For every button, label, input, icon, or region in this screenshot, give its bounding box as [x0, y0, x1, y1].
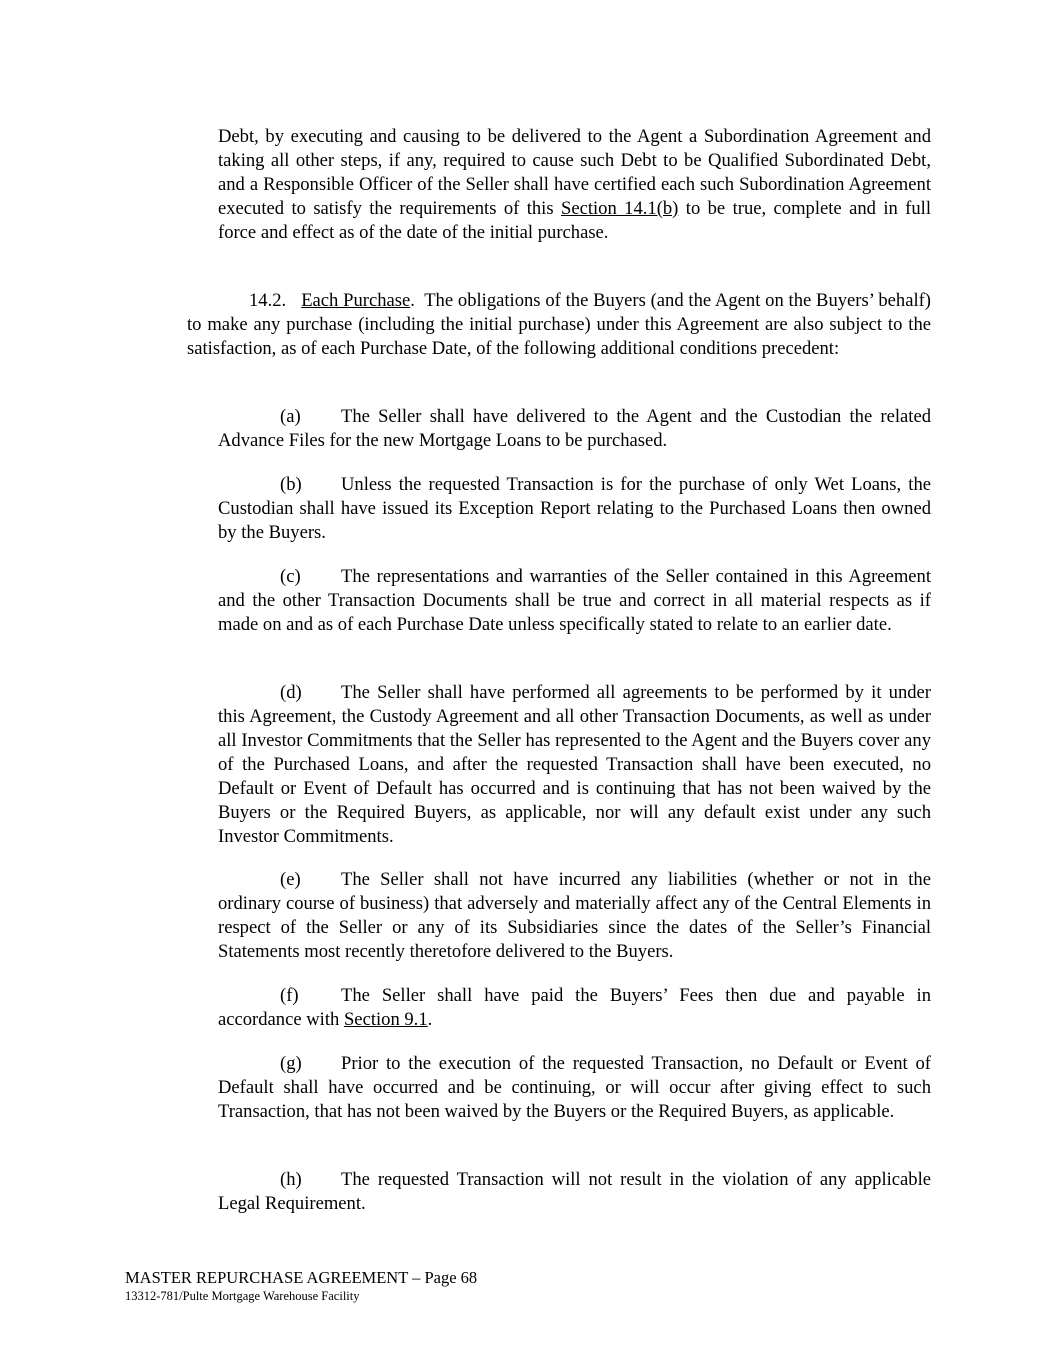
condition-item	[218, 868, 931, 964]
item-label: (g)	[280, 1053, 302, 1074]
condition-item	[218, 681, 931, 849]
item-text: The requested Transaction will not result in the violation of any applicable Legal Requirement.	[218, 1169, 931, 1214]
item-text: Prior to the execution of the requested Transaction, no Default or Event of Default shall have occurred and be continuing, or will occur after giving effect to such Transaction, that has not been waived by the Buyers or the Required Buyers, as applicable.	[218, 1053, 931, 1122]
section-body: The obligations of the Buyers (and the Agent on the Buyers’ behalf) to make any purchase (including the initial purchase) under this Agreement are also subject to the satisfaction, as of each Purchase Date, of the following additional conditions precedent:	[187, 290, 931, 359]
condition-item	[218, 565, 931, 637]
item-label: (e)	[280, 869, 301, 890]
item-text: The Seller shall have paid the Buyers’ Fees then due and payable in accordance with	[218, 985, 931, 1030]
footer-title: MASTER REPURCHASE AGREEMENT – Page 68	[125, 1268, 478, 1287]
intro-text: Debt, by executing and causing to be delivered to the Agent a Subordination Agreement and taking all other steps, if any, required to cause such Debt to be Qualified Subordinated Debt, and a Responsible Officer of the Seller shall have certified each such Subordination Agreement executed to satisfy the requirements of this	[218, 126, 931, 219]
condition-item	[218, 473, 931, 545]
section-14-2-paragraph	[187, 289, 931, 361]
intro-text-end: to be true, complete and in full force and effect as of the date of the initial purchase.	[218, 198, 931, 243]
item-label: (d)	[280, 682, 302, 703]
condition-item	[218, 1052, 931, 1124]
item-text: Unless the requested Transaction is for the purchase of only Wet Loans, the Custodian shall have issued its Exception Report relating to the Purchased Loans then owned by the Buyers.	[218, 474, 931, 543]
condition-item	[218, 1168, 931, 1216]
section-14-1b-link[interactable]: Section 14.1(b)	[560, 198, 679, 219]
item-label: (c)	[280, 566, 301, 587]
heading-period: .	[410, 290, 415, 311]
footer-subtitle: 13312-781/Pulte Mortgage Warehouse Facility	[125, 1289, 360, 1303]
condition-item	[218, 984, 931, 1032]
item-text: The Seller shall have delivered to the Agent and the Custodian the related Advance Files for the new Mortgage Loans to be purchased.	[218, 406, 931, 451]
item-label: (a)	[280, 406, 301, 427]
intro-paragraph	[218, 125, 931, 245]
item-label: (b)	[280, 474, 302, 495]
section-9-1-link[interactable]: Section 9.1	[343, 1009, 428, 1030]
item-text: The Seller shall not have incurred any liabilities (whether or not in the ordinary course of business) that adversely and materially affect any of the Central Elements in respect of the Seller or any of its Subsidiaries since the dates of the Seller’s Financial Statements most recently theretofore delivered to the Buyers.	[218, 869, 931, 962]
section-heading: Each Purchase	[301, 290, 411, 311]
item-text: The Seller shall have performed all agreements to be performed by it under this Agreement, the Custody Agreement and all other Transaction Documents, as well as under all Investor Commitments that the Seller has represented to the Agent and the Buyers cover any of the Purchased Loans, and after the requested Transaction shall have been executed, no Default or Event of Default has occurred and is continuing that has not been waived by the Buyers or the Required Buyers, as applicable, nor will any default exist under any such Investor Commitments.	[218, 682, 931, 847]
item-text-end: .	[427, 1009, 433, 1030]
condition-item	[218, 405, 931, 453]
item-text: The representations and warranties of the Seller contained in this Agreement and the other Transaction Documents shall be true and correct in all material respects as if made on and as of each Purchase Date unless specifically stated to relate to an earlier date.	[218, 566, 931, 635]
item-label: (h)	[280, 1169, 302, 1190]
item-label: (f)	[280, 985, 299, 1006]
section-number: 14.2.	[249, 290, 287, 311]
